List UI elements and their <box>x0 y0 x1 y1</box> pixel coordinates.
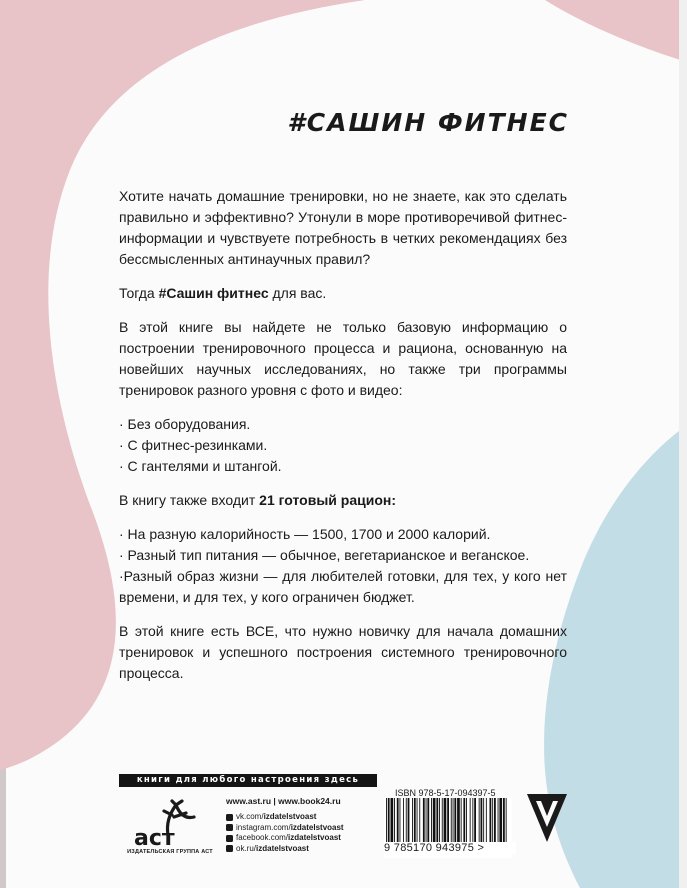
book-title: #САШИН ФИТНЕС <box>287 108 569 137</box>
publisher-name: ИЗДАТЕЛЬСКАЯ ГРУППА АСТ <box>127 849 213 855</box>
diet-prefix: В книгу также входит <box>119 492 260 508</box>
for-you-bold: #Сашин фитнес <box>158 285 269 301</box>
pink-corner-blob <box>545 0 687 62</box>
publisher-websites[interactable]: www.ast.ru | www.book24.ru <box>226 796 341 806</box>
ok-icon <box>226 845 233 852</box>
social-links <box>226 812 344 854</box>
barcode-bar <box>463 798 465 842</box>
barcode-bar <box>461 798 462 842</box>
barcode-bar <box>472 798 473 842</box>
social-handle: izdatelstvoast <box>256 843 309 853</box>
for-you-prefix: Тогда <box>119 285 159 301</box>
closing-paragraph: В этой книге есть ВСЕ, что нужно новичку для начала домашних тренировок и успешного построения системного тренировочного процесса. <box>119 623 567 681</box>
barcode-bar <box>414 798 416 842</box>
barcode-bar <box>499 798 502 842</box>
book-info-paragraph: В этой книге вы найдете не только базовую информацию о построении тренировочного процесса и рациона, основанную на новейших научных исследованиях, но также три программы тренировок разного уровня с фото и видео: <box>119 319 567 398</box>
ast-logo-text: аст <box>134 826 175 851</box>
social-prefix: ok.ru/ <box>236 843 257 853</box>
barcode-bar <box>397 798 399 842</box>
diet-bold: 21 готовый рацион: <box>259 492 396 508</box>
barcode-bar <box>481 798 483 842</box>
intro-paragraph: Хотите начать домашние тренировки, но не знаете, как это сделать правильно и эффективно? Утонули в море противоречивой фитнес-информации и чувствуете потребность в четких рекомендациях без бессмысленных антинаучных правил? <box>119 188 567 267</box>
vk-icon <box>226 814 233 821</box>
barcode-bar <box>457 798 460 842</box>
barcode-bar <box>492 798 493 842</box>
barcode-bar <box>427 798 429 842</box>
barcode-bar <box>474 798 476 842</box>
barcode-bar <box>453 798 454 842</box>
social-prefix: facebook.com/ <box>236 833 289 842</box>
diet-paragraph <box>119 490 567 511</box>
instagram-icon <box>226 824 233 831</box>
barcode-bar <box>408 798 410 842</box>
barcode-bar <box>444 798 447 842</box>
list-item: · Разный тип питания — обычное, вегетарианское и веганское. <box>119 547 530 563</box>
social-link-instagram[interactable] <box>226 823 344 834</box>
barcode-bar <box>412 798 413 842</box>
tagline-banner: книги для любого настроения здесь <box>119 774 377 787</box>
barcode-bar <box>479 798 480 842</box>
social-link-ok[interactable] <box>226 844 344 855</box>
social-handle: izdatelstvoast <box>288 833 341 842</box>
description-text <box>119 186 567 684</box>
barcode-bar <box>439 798 440 842</box>
barcode-bar <box>447 798 449 842</box>
barcode-bar <box>490 798 492 842</box>
barcode-bar <box>400 798 401 842</box>
barcode-bar <box>431 798 432 842</box>
v-publisher-logo-icon <box>526 792 568 844</box>
social-prefix: instagram.com/ <box>236 822 291 832</box>
barcode-bar <box>419 798 420 842</box>
programs-list <box>119 414 567 477</box>
diets-list <box>119 524 567 608</box>
list-item: ·Разный образ жизни — для любителей готовки, для тех, у кого нет времени, и для тех, у кого ограничен бюджет. <box>119 568 567 605</box>
barcode-bar <box>486 798 487 842</box>
barcode-bar <box>417 798 418 842</box>
barcode-bar <box>403 798 404 842</box>
list-item: · С гантелями и штангой. <box>119 458 282 474</box>
page-right-edge <box>679 0 687 888</box>
isbn-number: ISBN 978-5-17-094397-5 <box>395 788 496 798</box>
list-item: · На разную калорийность — 1500, 1700 и 2000 калорий. <box>119 526 491 542</box>
list-item: · Без оборудования. <box>119 416 251 432</box>
barcode-bar <box>394 798 395 842</box>
barcode-digits: 9 785170 943975 > <box>384 842 516 854</box>
facebook-icon <box>226 835 233 842</box>
barcode-bar <box>454 798 456 842</box>
social-prefix: vk.com/ <box>236 812 264 821</box>
barcode-bar <box>436 798 438 842</box>
list-item: · С фитнес-резинками. <box>119 437 268 453</box>
social-link-vk[interactable] <box>226 812 344 823</box>
barcode-bar <box>406 798 407 842</box>
barcode-bar <box>498 798 499 842</box>
barcode-bar <box>391 798 394 842</box>
social-link-facebook[interactable] <box>226 833 344 844</box>
barcode-bar <box>470 798 471 842</box>
for-you-suffix: для вас. <box>268 285 327 301</box>
social-handle: izdatelstvoast <box>263 812 317 821</box>
barcode-bar <box>466 798 467 842</box>
barcode-bar <box>494 798 496 842</box>
barcode-bar <box>433 798 436 842</box>
social-handle: izdatelstvoast <box>290 822 344 832</box>
for-you-paragraph <box>119 283 567 304</box>
barcode-bar <box>426 798 427 842</box>
barcode-bar <box>483 798 484 842</box>
barcode-bar <box>442 798 443 842</box>
barcode-bar <box>423 798 425 842</box>
